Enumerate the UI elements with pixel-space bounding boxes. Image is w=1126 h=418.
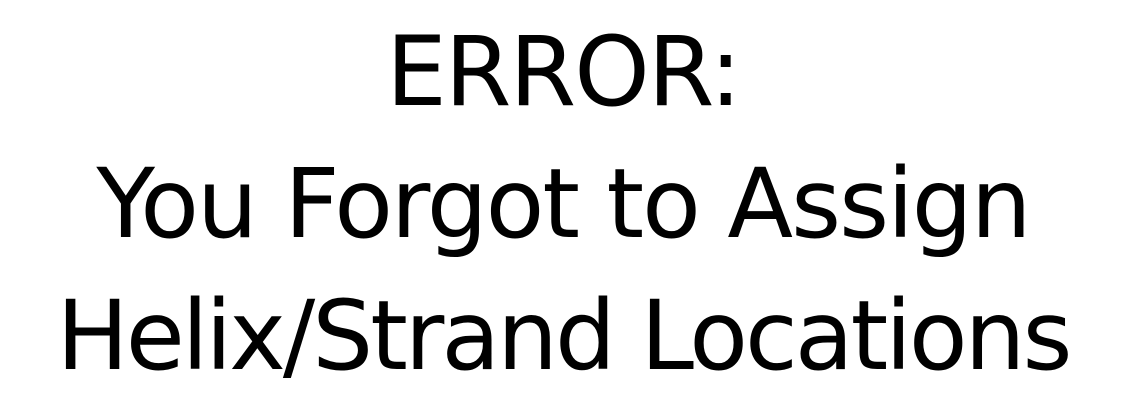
error-message-line-1: You Forgot to Assign (96, 148, 1030, 260)
error-message-line-2: Helix/Strand Locations (56, 280, 1070, 392)
error-heading: ERROR: (386, 16, 740, 128)
